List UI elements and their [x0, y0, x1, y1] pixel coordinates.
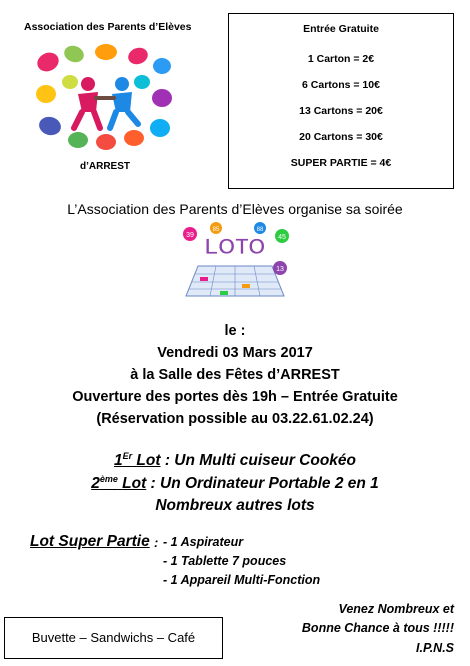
entry-free-label: Entrée Gratuite [303, 23, 379, 35]
closing-signature: I.P.N.S [416, 641, 454, 655]
prize-others: Nombreux autres lots [155, 497, 315, 514]
price-item: 13 Cartons = 20€ [299, 105, 383, 117]
super-partie-title: Lot Super Partie [30, 533, 150, 550]
prize-lot-1-number: 1Er Lot [113, 451, 161, 470]
closing-line-2: Bonne Chance à tous !!!!! [301, 621, 454, 635]
super-partie-item: - 1 Aspirateur [163, 535, 244, 549]
loto-ball-number: 88 [256, 227, 264, 233]
organization-title: Association des Parents d’Elèves [24, 21, 192, 33]
prize-lot-2-text: : Un Ordinateur Portable 2 en 1 [146, 475, 379, 493]
price-item: 20 Cartons = 30€ [299, 131, 383, 143]
event-reservation: (Réservation possible au 03.22.61.02.24) [96, 411, 374, 427]
prize-lot-1 [0, 451, 470, 470]
colorful-hands-logo [34, 42, 174, 152]
event-doors: Ouverture des portes dès 19h – Entrée Gratuite [72, 389, 398, 405]
price-item: SUPER PARTIE = 4€ [290, 157, 392, 169]
loto-ball-number: 39 [186, 232, 194, 239]
loto-ball-number: 85 [212, 227, 220, 233]
price-item: 6 Cartons = 10€ [302, 79, 380, 91]
prize-lot-1-text: : Un Multi cuiseur Cookéo [160, 452, 357, 470]
price-item: 1 Carton = 2€ [307, 53, 375, 65]
buvette-box: Buvette – Sandwichs – Café [4, 617, 223, 659]
loto-ball-number: 13 [276, 266, 284, 273]
price-box [228, 13, 454, 189]
prize-lot-2 [0, 474, 470, 493]
closing-line-1: Venez Nombreux et [338, 602, 454, 616]
super-partie-item: - 1 Appareil Multi-Fonction [163, 573, 321, 587]
intro-text: L’Association des Parents d’Elèves organise sa soirée [67, 201, 403, 217]
event-venue: à la Salle des Fêtes d’ARREST [130, 367, 340, 383]
loto-logo-text: LOTO [204, 234, 266, 259]
loto-logo [176, 222, 294, 300]
super-partie-item: - 1 Tablette 7 pouces [163, 554, 287, 568]
event-date: Vendredi 03 Mars 2017 [157, 345, 313, 361]
loto-ball-number: 45 [278, 234, 286, 241]
super-partie-colon: : [154, 535, 159, 550]
prize-lot-2-number: 2ème Lot [91, 474, 147, 493]
organization-place: d’ARREST [80, 161, 130, 172]
event-le: le : [224, 323, 246, 339]
